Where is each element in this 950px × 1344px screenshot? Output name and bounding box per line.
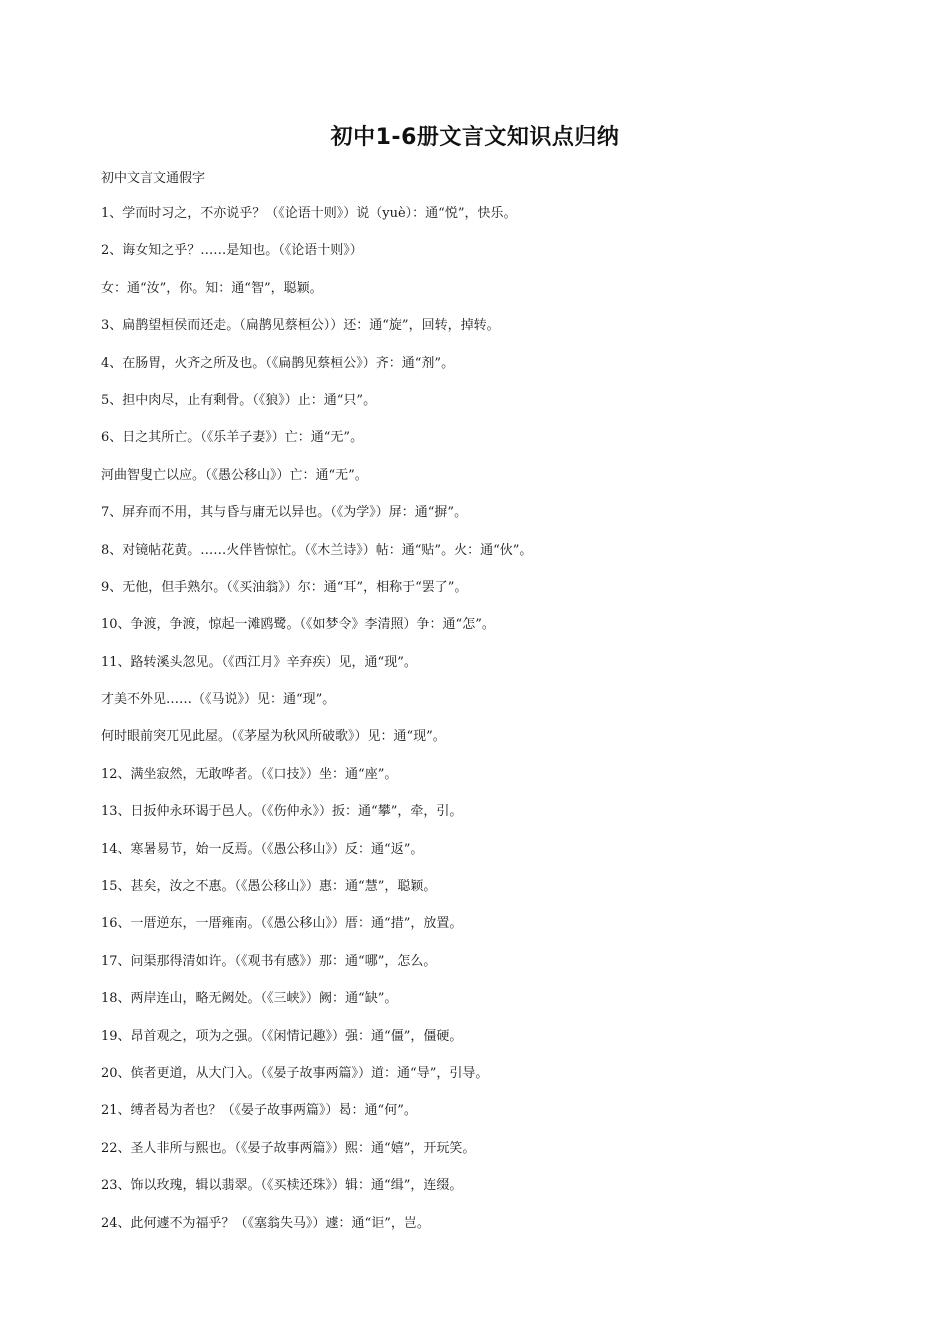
body-line: 13、日扳仲永环谒于邑人。（《伤仲永》）扳：通“攀”，牵，引。 — [101, 804, 463, 820]
body-line: 5、担中肉尽，止有剩骨。（《狼》）止：通“只”。 — [101, 392, 377, 408]
body-line: 2、诲女知之乎？……是知也。（《论语十则》） — [101, 243, 363, 259]
body-line: 何时眼前突兀见此屋。（《茅屋为秋风所破歌》）见：通“现”。 — [101, 729, 446, 745]
section-heading: 初中文言文通假字 — [101, 171, 206, 186]
body-line: 16、一厝逆东，一厝雍南。（《愚公移山》）厝：通“措”，放置。 — [101, 916, 463, 932]
body-line: 才美不外见……（《马说》）见：通“现”。 — [101, 692, 336, 708]
body-line: 21、缚者曷为者也？（《晏子故事两篇》）曷：通“何”。 — [101, 1103, 417, 1119]
document-body — [101, 204, 901, 1251]
body-line: 1、学而时习之，不亦说乎？（《论语十则》）说（yuè）：通“悦”，快乐。 — [101, 206, 517, 221]
body-line: 17、问渠那得清如许。（《观书有感》）那：通“哪”，怎么。 — [101, 953, 437, 969]
body-line: 6、日之其所亡。（《乐羊子妻》）亡：通“无”。 — [101, 430, 364, 446]
body-line: 11、路转溪头忽见。（《西江月》辛弃疾）见，通“现”。 — [101, 654, 417, 670]
body-line: 12、满坐寂然，无敢哗者。（《口技》）坐：通“座”。 — [101, 766, 398, 782]
body-line: 24、此何遽不为福乎？（《塞翁失马》）遽：通“讵”，岂。 — [101, 1215, 430, 1231]
body-line: 9、无他，但手熟尔。（《买油翁》）尔：通“耳”，相称于“罢了”。 — [101, 579, 468, 595]
body-line: 23、饰以玫瑰，辑以翡翠。（《买椟还珠》）辑：通“缉”，连缀。 — [101, 1178, 463, 1194]
body-line: 15、甚矣，汝之不惠。（《愚公移山》）惠：通“慧”，聪颖。 — [101, 879, 437, 895]
body-line: 4、在肠胃，火齐之所及也。（《扁鹊见蔡桓公》）齐：通“剂”。 — [101, 355, 455, 371]
body-line: 7、屏弃而不用，其与昏与庸无以异也。（《为学》）屏：通“摒”。 — [101, 505, 468, 521]
body-line: 18、两岸连山，略无阙处。（《三峡》）阙：通“缺”。 — [101, 991, 398, 1007]
body-line: 3、扁鹊望桓侯而还走。（扁鹊见蔡桓公））还：通“旋”，回转，掉转。 — [101, 318, 500, 334]
body-line: 20、傧者更道，从大门入。（《晏子故事两篇》）道：通“导”，引导。 — [101, 1065, 489, 1081]
body-line: 女：通“汝”，你。知：通“智”，聪颖。 — [101, 280, 323, 296]
body-line: 22、圣人非所与熙也。（《晏子故事两篇》）熙：通“嬉”，开玩笑。 — [101, 1140, 476, 1156]
document-title: 初中1-6册文言文知识点归纳 — [330, 125, 620, 150]
body-line: 河曲智叟亡以应。（《愚公移山》）亡：通“无”。 — [101, 467, 368, 483]
body-line: 8、对镜帖花黄。……火伴皆惊忙。（《木兰诗》）帖：通“贴”。火：通“伙”。 — [101, 542, 533, 558]
body-line: 10、争渡，争渡，惊起一滩鸥鹭。（《如梦令》李清照）争：通“怎”。 — [101, 617, 495, 633]
body-line: 14、寒暑易节，始一反焉。（《愚公移山》）反：通“返”。 — [101, 841, 424, 857]
body-line: 19、昂首观之，项为之强。（《闲情记趣》）强：通“僵”，僵硬。 — [101, 1028, 463, 1044]
